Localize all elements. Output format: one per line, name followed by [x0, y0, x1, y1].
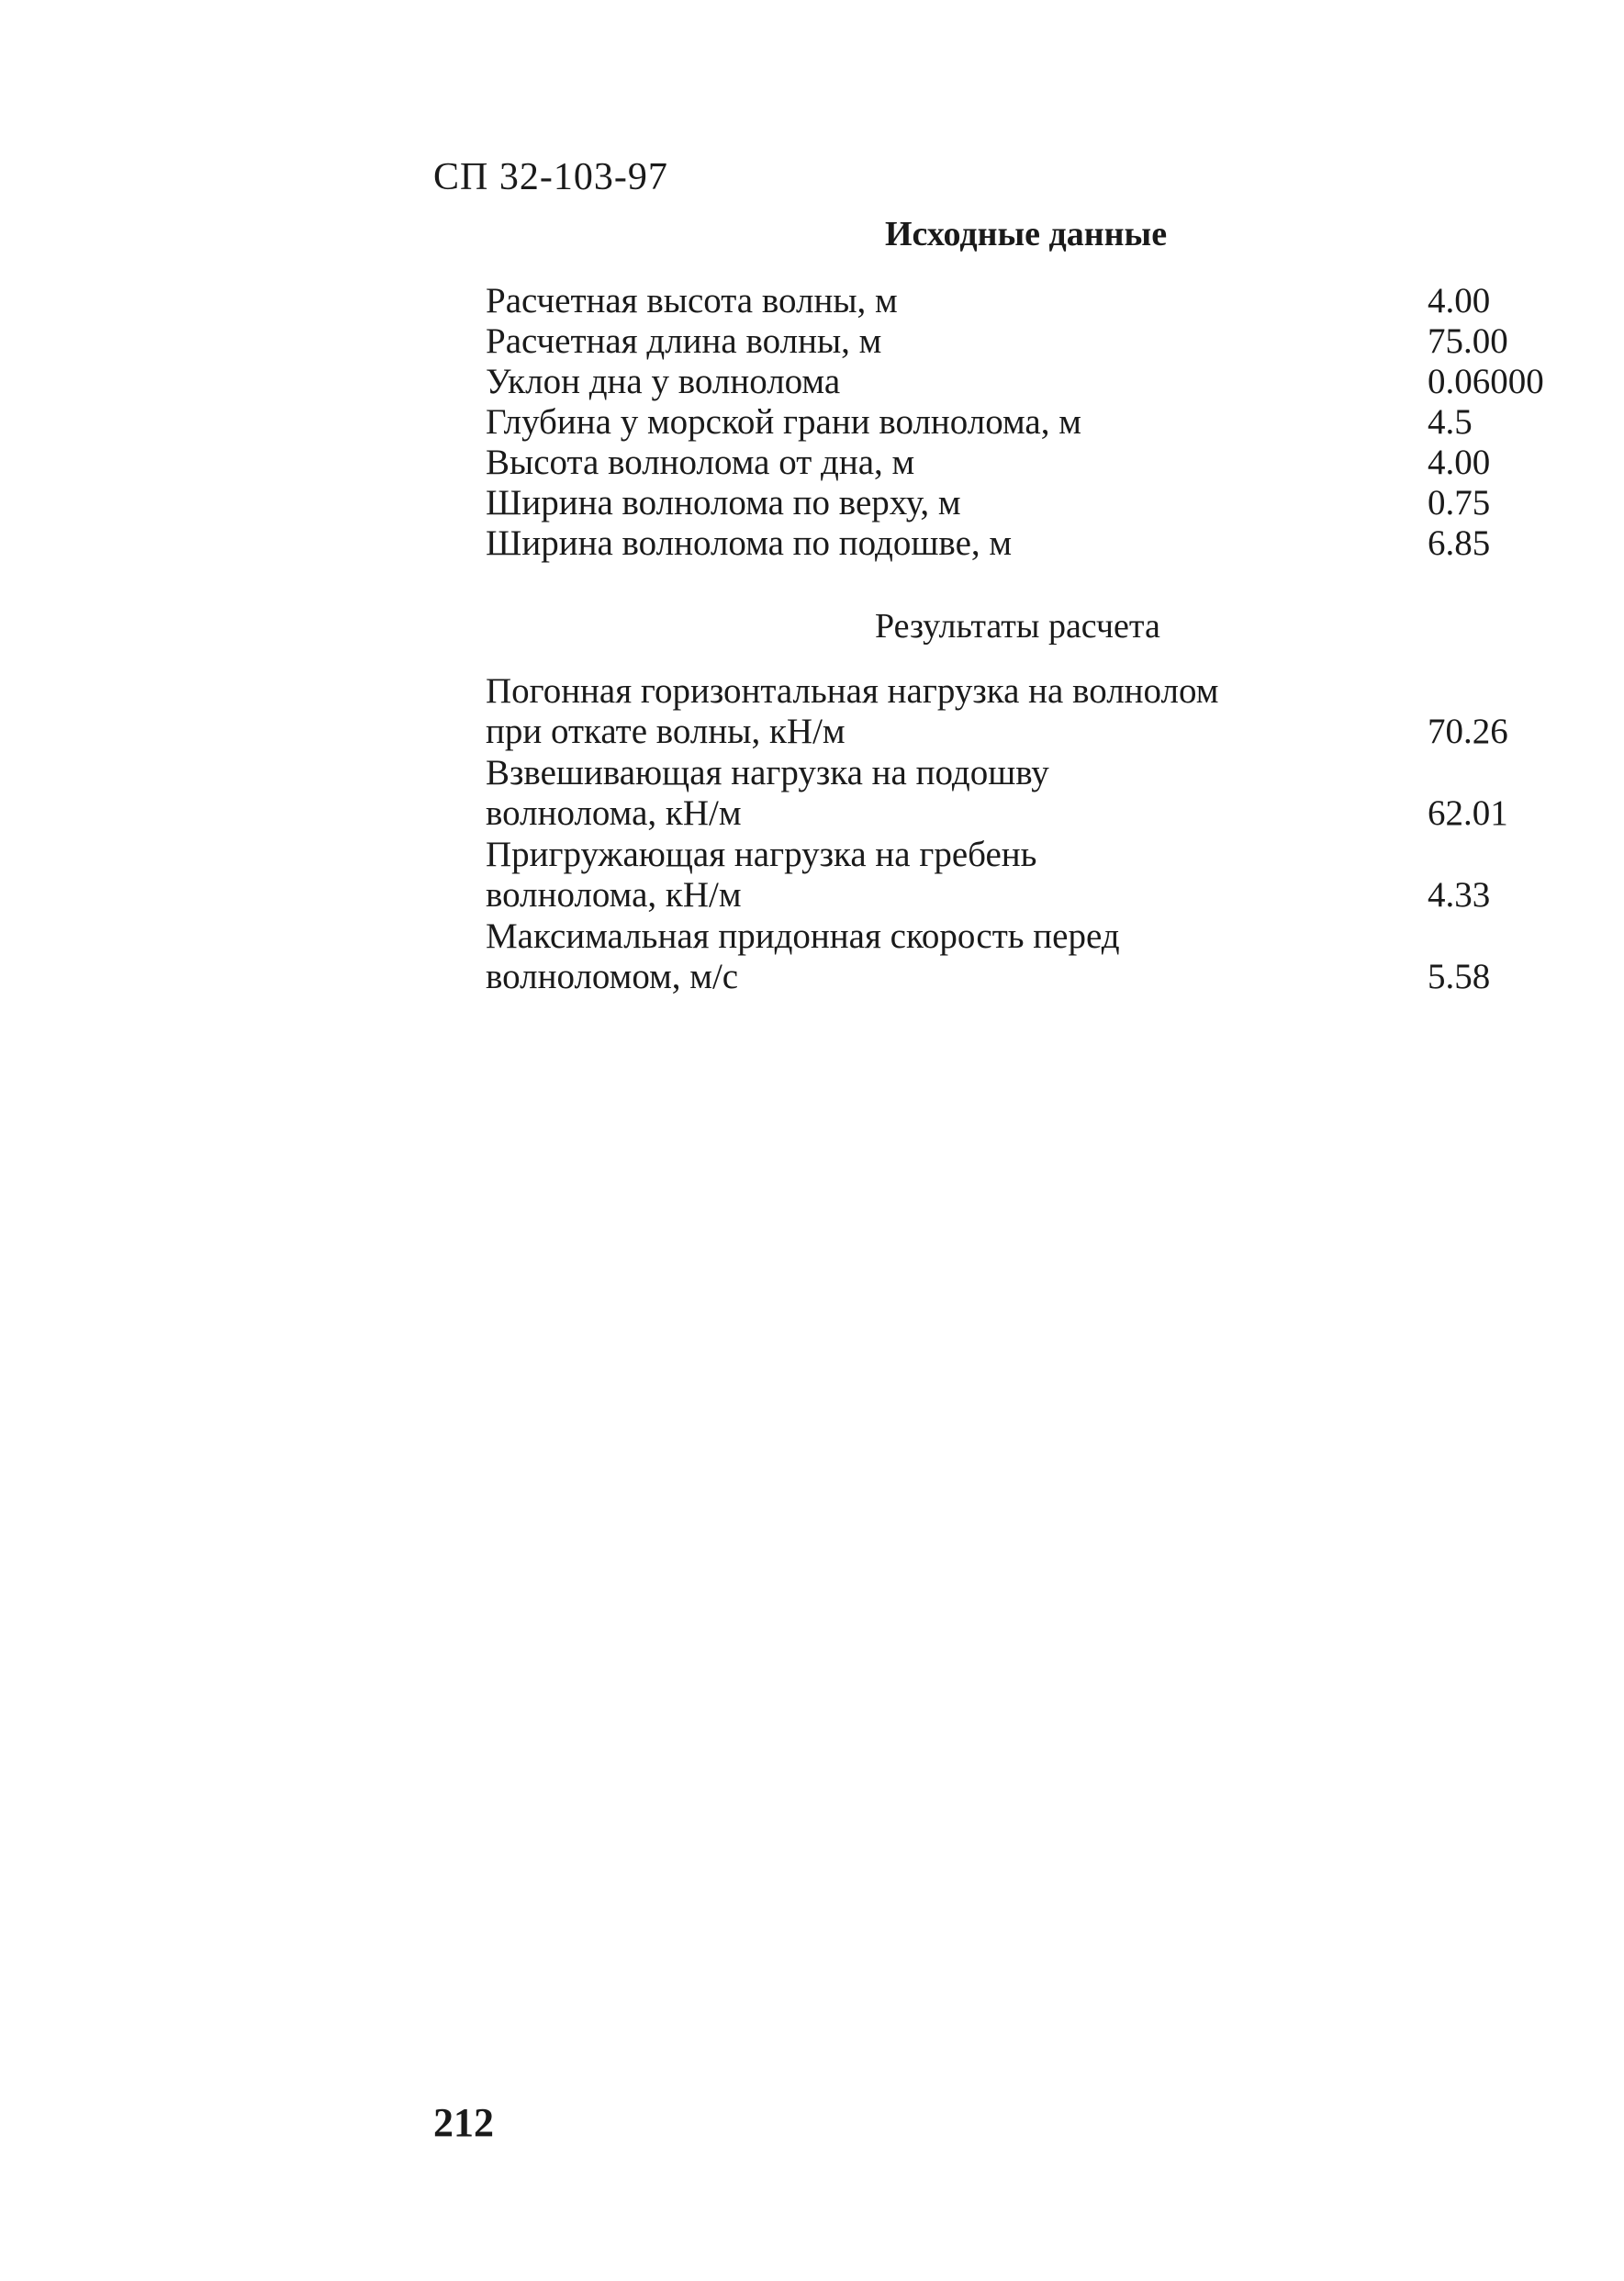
- result-value: 62.01: [1428, 793, 1508, 833]
- input-value: 75.00: [1428, 321, 1508, 361]
- input-row: [486, 402, 1569, 443]
- input-value: 4.00: [1428, 281, 1491, 320]
- input-value: 0.75: [1428, 483, 1491, 522]
- input-value: 4.5: [1428, 402, 1473, 442]
- input-row: [486, 523, 1569, 564]
- results-section-title: Результаты расчета: [875, 607, 1160, 646]
- result-label-line2: волнолома, кН/м: [486, 793, 742, 833]
- input-label: Ширина волнолома по верху, м: [486, 483, 961, 522]
- input-label: Расчетная высота волны, м: [486, 281, 898, 320]
- input-value: 4.00: [1428, 443, 1491, 482]
- input-label: Расчетная длина волны, м: [486, 321, 882, 361]
- page-number: 212: [433, 2100, 494, 2145]
- result-label-line1: Максимальная придонная скорость перед: [486, 916, 1120, 956]
- input-label: Уклон дна у волнолома: [486, 362, 841, 401]
- input-row: [486, 483, 1569, 523]
- result-row: [486, 753, 1569, 834]
- result-value: 5.58: [1428, 957, 1491, 996]
- result-label-line2: при откате волны, кН/м: [486, 712, 846, 751]
- result-label-line1: Пригружающая нагрузка на гребень: [486, 835, 1037, 874]
- result-label-line2: волнолома, кН/м: [486, 875, 742, 915]
- input-row: [486, 321, 1569, 362]
- document-code: СП 32-103-97: [433, 156, 668, 198]
- input-row: [486, 362, 1569, 402]
- result-label-line2: волноломом, м/с: [486, 957, 739, 996]
- input-label: Высота волнолома от дна, м: [486, 443, 915, 482]
- input-value: 6.85: [1428, 523, 1491, 563]
- input-row: [486, 281, 1569, 321]
- result-value: 4.33: [1428, 875, 1491, 915]
- result-value: 70.26: [1428, 712, 1508, 751]
- input-label: Глубина у морской грани волнолома, м: [486, 402, 1081, 442]
- result-row: [486, 916, 1569, 997]
- input-label: Ширина волнолома по подошве, м: [486, 523, 1013, 563]
- input-row: [486, 443, 1569, 483]
- result-row: [486, 671, 1569, 752]
- inputs-table: [486, 281, 1569, 564]
- results-table: [486, 671, 1569, 998]
- input-value: 0.06000: [1428, 362, 1544, 401]
- inputs-section-title: Исходные данные: [885, 215, 1168, 253]
- result-label-line1: Погонная горизонтальная нагрузка на волнолом: [486, 671, 1219, 711]
- result-label-line1: Взвешивающая нагрузка на подошву: [486, 753, 1049, 792]
- result-row: [486, 835, 1569, 916]
